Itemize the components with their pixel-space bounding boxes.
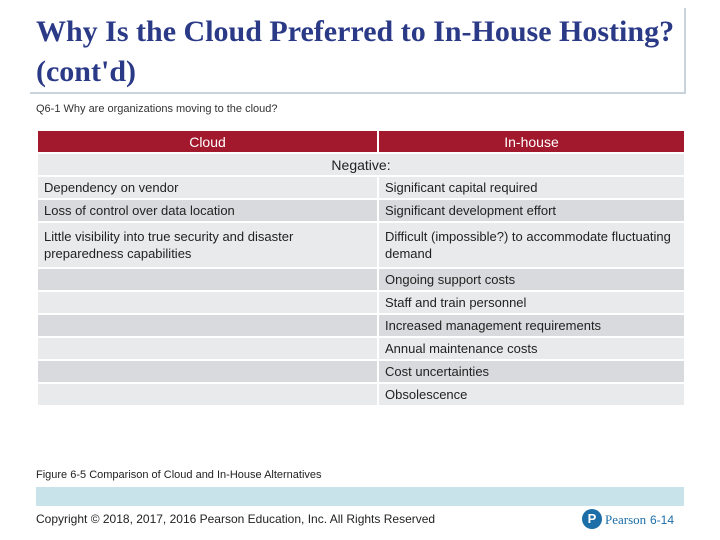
cloud-cell [37, 360, 378, 383]
cloud-cell [37, 291, 378, 314]
inhouse-cell: Significant development effort [378, 199, 685, 222]
table-row [37, 199, 685, 222]
inhouse-cell: Obsolescence [378, 383, 685, 406]
inhouse-cell: Significant capital required [378, 176, 685, 199]
section-row [37, 153, 685, 176]
table-row [37, 176, 685, 199]
section-label [37, 153, 685, 176]
pearson-logo [582, 509, 652, 529]
table-row [37, 314, 685, 337]
cloud-cell [37, 337, 378, 360]
question-text: Q6-1 Why are organizations moving to the cloud? [36, 103, 278, 115]
slide-title: Why Is the Cloud Preferred to In-House Hosting? (cont'd) [36, 15, 675, 88]
pearson-logo-text: Pearson [605, 512, 647, 527]
footer-band [36, 487, 684, 506]
cloud-cell: Loss of control over data location [37, 199, 378, 222]
inhouse-cell: Cost uncertainties [378, 360, 685, 383]
table-header-row [37, 130, 685, 153]
copyright-text: Copyright © 2018, 2017, 2016 Pearson Education, Inc. All Rights Reserved [36, 512, 436, 526]
table-row [37, 222, 685, 268]
inhouse-cell: Difficult (impossible?) to accommodate fluctuating demand [378, 222, 685, 268]
inhouse-cell: Staff and train personnel [378, 291, 685, 314]
page-number: 6-14 [650, 513, 675, 527]
header-cloud: Cloud [37, 130, 378, 153]
inhouse-cell: Ongoing support costs [378, 268, 685, 291]
section-label-text: Negative [331, 156, 387, 173]
table-row [37, 337, 685, 360]
inhouse-cell: Increased management requirements [378, 314, 685, 337]
section-label-suffix: : [386, 156, 391, 173]
table-row [37, 268, 685, 291]
cloud-cell [37, 383, 378, 406]
cloud-cell: Little visibility into true security and disaster preparedness capabilities [37, 222, 378, 268]
inhouse-cell: Annual maintenance costs [378, 337, 685, 360]
comparison-table [36, 129, 686, 407]
cloud-cell [37, 314, 378, 337]
pearson-logo-icon: P [582, 509, 602, 529]
cloud-cell [37, 268, 378, 291]
table-row [37, 360, 685, 383]
header-inhouse: In-house [378, 130, 685, 153]
table-row [37, 383, 685, 406]
table-row [37, 291, 685, 314]
cloud-cell: Dependency on vendor [37, 176, 378, 199]
figure-caption: Figure 6-5 Comparison of Cloud and In-House Alternatives [36, 469, 322, 481]
